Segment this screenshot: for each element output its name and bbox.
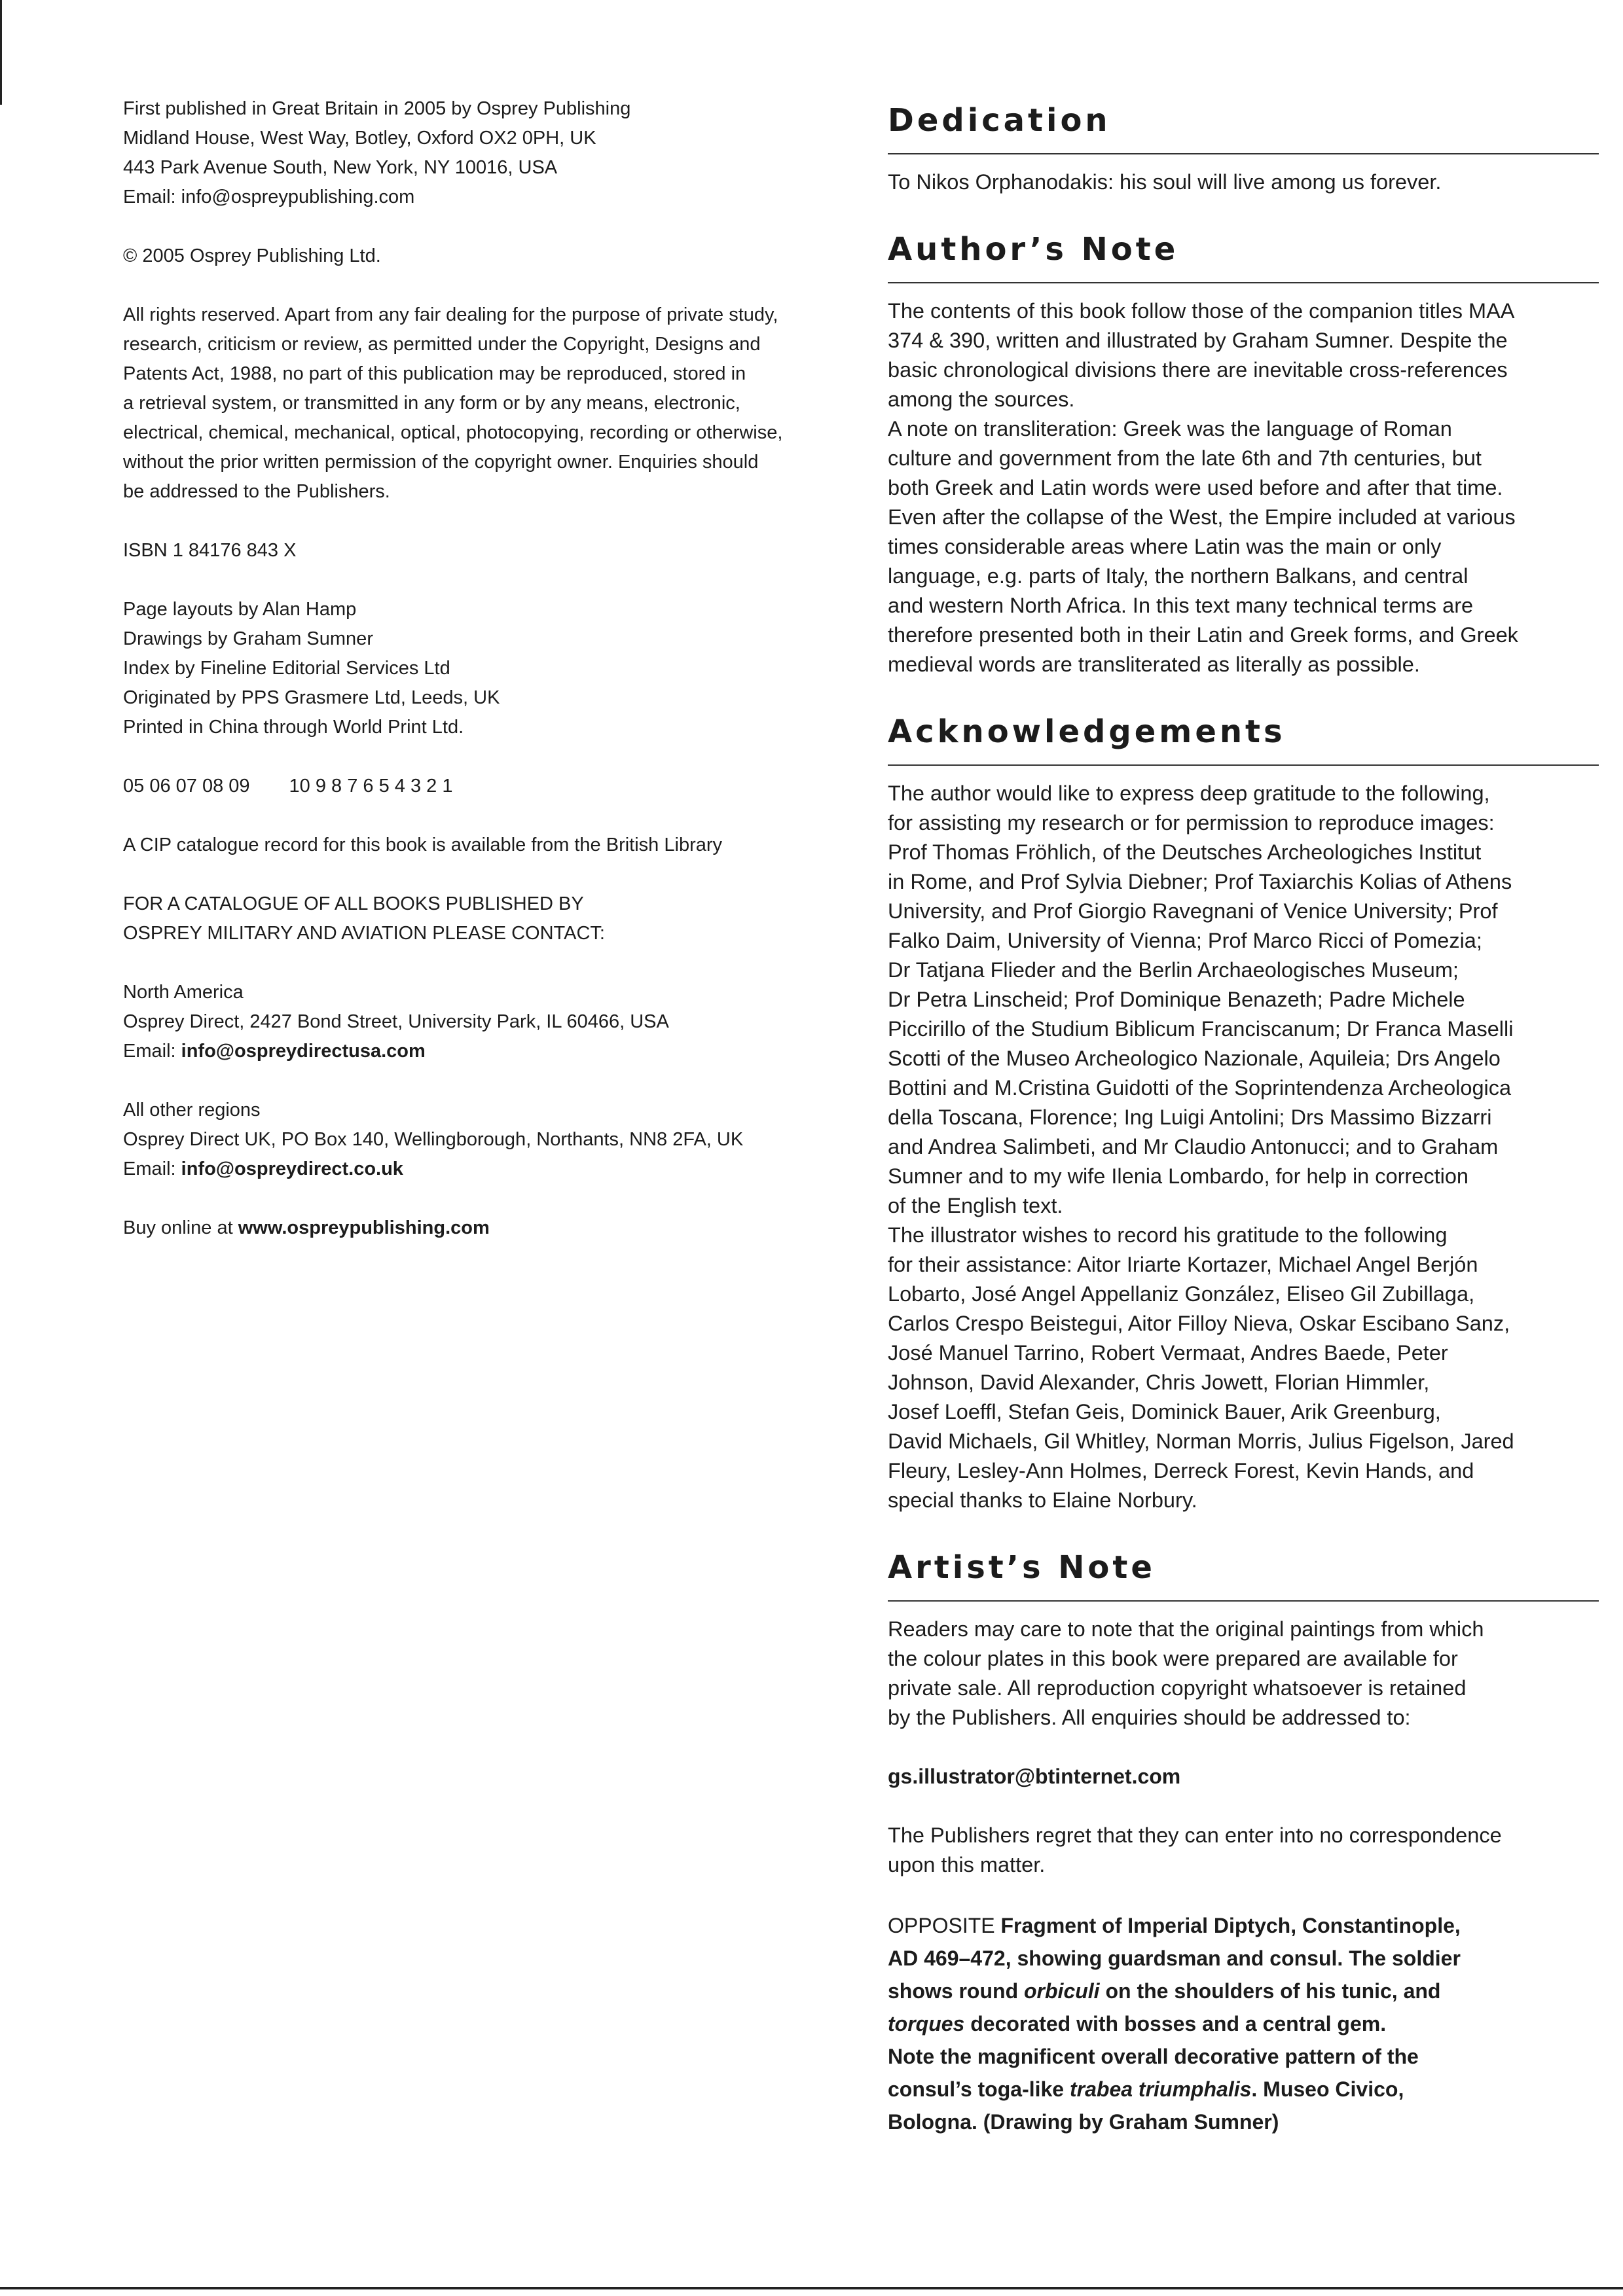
print-years: 05 06 07 08 09 <box>123 776 250 797</box>
caption-text: Fragment of Imperial Diptych, Constantinople, <box>1000 1914 1461 1937</box>
caption-text: decorated with bosses and a central gem. <box>964 2012 1387 2036</box>
buy-online-line <box>123 1213 856 1243</box>
text-line: Readers may care to note that the original paintings from which <box>888 1617 1484 1641</box>
acknowledgements-section <box>888 708 1599 1515</box>
text-line: della Toscana, Florence; Ing Luigi Antolini; Drs Massimo Bizzarri <box>888 1105 1492 1129</box>
text-line: José Manuel Tarrino, Robert Vermaat, Andres Baede, Peter <box>888 1341 1448 1365</box>
caption-line <box>888 1909 1599 1942</box>
text-line: among the sources. <box>888 387 1075 411</box>
text-line: Fleury, Lesley-Ann Holmes, Derreck Forest, Kevin Hands, and <box>888 1459 1474 1482</box>
text-line: of the English text. <box>888 1194 1063 1217</box>
rights-line: be addressed to the Publishers. <box>123 481 390 502</box>
text-line: times considerable areas where Latin was the main or only <box>888 535 1442 558</box>
opposite-caption <box>888 1909 1599 2138</box>
text-line: The illustrator wishes to record his gratitude to the following <box>888 1223 1448 1247</box>
scan-edge-left <box>0 0 2 105</box>
acknowledgements-title: Acknowledgements <box>888 713 1286 750</box>
text-line: by the Publishers. All enquiries should be addressed to: <box>888 1706 1411 1729</box>
text-line: University, and Prof Giorgio Ravegnani of Venice University; Prof <box>888 899 1498 923</box>
artists-note-body <box>888 1615 1599 1909</box>
cip-record: A CIP catalogue record for this book is available from the British Library <box>123 834 723 855</box>
text-line: both Greek and Latin words were used before and after that time. <box>888 476 1503 499</box>
publisher-email: Email: info@ospreypublishing.com <box>123 187 415 207</box>
authors-note-title: Author’s Note <box>888 231 1179 268</box>
catalogue-line: OSPREY MILITARY AND AVIATION PLEASE CONTACT: <box>123 923 605 944</box>
dedication-title: Dedication <box>888 102 1111 139</box>
caption-text: on the shoulders of his tunic, and <box>1099 1979 1441 2003</box>
caption-label: OPPOSITE <box>888 1914 1001 1937</box>
publisher-info <box>123 94 856 212</box>
imprint-column <box>123 94 856 1272</box>
catalogue-line: FOR A CATALOGUE OF ALL BOOKS PUBLISHED BY <box>123 893 584 914</box>
email-label: Email: <box>123 1158 181 1179</box>
text-line: David Michaels, Gil Whitley, Norman Morris, Julius Figelson, Jared <box>888 1429 1514 1453</box>
text-line: and western North Africa. In this text many technical terms are <box>888 594 1474 617</box>
caption-text: . Museo Civico, <box>1251 2077 1404 2101</box>
rights-line: research, criticism or review, as permitted under the Copyright, Designs and <box>123 334 761 355</box>
text-line: Piccirillo of the Studium Biblicum Franciscanum; Dr Franca Maselli <box>888 1017 1514 1041</box>
print-run: 10 9 8 7 6 5 4 3 2 1 <box>289 776 453 797</box>
isbn-block <box>123 536 856 565</box>
text-line: basic chronological divisions there are inevitable cross-references <box>888 358 1508 382</box>
printing-numbers <box>123 772 856 801</box>
text-line: for assisting my research or for permission to reproduce images: <box>888 811 1495 834</box>
text-line: Even after the collapse of the West, the Empire included at various <box>888 505 1516 529</box>
rights-line: Patents Act, 1988, no part of this publication may be reproduced, stored in <box>123 363 746 384</box>
caption-text: consul’s toga-like <box>888 2077 1070 2101</box>
buy-online-label: Buy online at <box>123 1217 238 1238</box>
catalogue-block <box>123 889 856 948</box>
text-line: medieval words are transliterated as literally as possible. <box>888 653 1420 676</box>
region-email-line <box>123 1037 856 1066</box>
section-divider <box>888 153 1599 154</box>
text-line: for their assistance: Aitor Iriarte Kortazer, Michael Angel Berjón <box>888 1253 1478 1276</box>
section-divider <box>888 1600 1599 1602</box>
buy-online-block <box>123 1213 856 1243</box>
caption-line: AD 469–472, showing guardsman and consul. The soldier <box>888 1946 1461 1970</box>
text-line: Johnson, David Alexander, Chris Jowett, Florian Himmler, <box>888 1371 1430 1394</box>
text-line: upon this matter. <box>888 1853 1046 1876</box>
authors-note-section <box>888 226 1599 679</box>
publisher-line: Midland House, West Way, Botley, Oxford OX2 0PH, UK <box>123 128 596 149</box>
credit-line: Drawings by Graham Sumner <box>123 628 373 649</box>
region-email-line <box>123 1155 856 1184</box>
spacer <box>888 1880 1599 1909</box>
credit-line: Index by Fineline Editorial Services Ltd <box>123 658 450 679</box>
publisher-line: First published in Great Britain in 2005 by Osprey Publishing <box>123 98 631 119</box>
region-address: Osprey Direct UK, PO Box 140, Wellingborough, Northants, NN8 2FA, UK <box>123 1129 744 1150</box>
rights-statement <box>123 300 856 507</box>
text-line: the colour plates in this book were prepared are available for <box>888 1647 1458 1670</box>
dedication-section <box>888 97 1599 197</box>
caption-line: Note the magnificent overall decorative pattern of the <box>888 2045 1419 2068</box>
credit-line: Page layouts by Alan Hamp <box>123 599 357 620</box>
region-address: Osprey Direct, 2427 Bond Street, University Park, IL 60466, USA <box>123 1011 669 1032</box>
copyright-notice: © 2005 Osprey Publishing Ltd. <box>123 245 381 266</box>
text-line: Josef Loeffl, Stefan Geis, Dominick Bauer, Arik Greenburg, <box>888 1400 1441 1424</box>
spacer <box>888 1791 1599 1821</box>
caption-line <box>888 1975 1599 2007</box>
text-line: Scotti of the Museo Archeologico Nazionale, Aquileia; Drs Angelo <box>888 1047 1501 1070</box>
caption-italic-term: trabea triumphalis <box>1069 2077 1252 2101</box>
acknowledgements-body <box>888 779 1599 1515</box>
text-line: and Andrea Salimbeti, and Mr Claudio Antonucci; and to Graham <box>888 1135 1499 1158</box>
rights-line: All rights reserved. Apart from any fair dealing for the purpose of private study, <box>123 304 778 325</box>
text-line: Prof Thomas Fröhlich, of the Deutsches Archeologiches Institut <box>888 840 1482 864</box>
text-line: Sumner and to my wife Ilenia Lombardo, for help in correction <box>888 1164 1468 1188</box>
text-line: Carlos Crespo Beistegui, Aitor Filloy Nieva, Oskar Escibano Sanz, <box>888 1312 1510 1335</box>
website-link[interactable]: www.ospreypublishing.com <box>238 1217 490 1238</box>
credit-line: Printed in China through World Print Ltd. <box>123 717 464 738</box>
credits-block <box>123 595 856 742</box>
region-heading: All other regions <box>123 1100 261 1121</box>
region-heading: North America <box>123 982 244 1003</box>
text-line: Bottini and M.Cristina Guidotti of the Soprintendenza Archeologica <box>888 1076 1512 1100</box>
north-america-contact <box>123 978 856 1066</box>
caption-italic-term: orbiculi <box>1024 1979 1100 2003</box>
illustrator-email[interactable]: gs.illustrator@btinternet.com <box>888 1765 1181 1788</box>
caption-line <box>888 2073 1599 2106</box>
caption-text: shows round <box>888 1979 1024 2003</box>
text-line: Falko Daim, University of Vienna; Prof Marco Ricci of Pomezia; <box>888 929 1482 952</box>
text-line: Dr Petra Linscheid; Prof Dominique Benazeth; Padre Michele <box>888 988 1465 1011</box>
section-divider <box>888 282 1599 283</box>
rights-line: electrical, chemical, mechanical, optical, photocopying, recording or otherwise, <box>123 422 783 443</box>
notes-column <box>888 97 1599 2167</box>
authors-note-body <box>888 296 1599 679</box>
caption-line: Bologna. (Drawing by Graham Sumner) <box>888 2110 1279 2134</box>
copyright-block <box>123 242 856 271</box>
text-line: special thanks to Elaine Norbury. <box>888 1488 1197 1512</box>
text-line: The Publishers regret that they can enter into no correspondence <box>888 1823 1502 1847</box>
email-label: Email: <box>123 1041 181 1062</box>
rights-line: a retrieval system, or transmitted in any form or by any means, electronic, <box>123 393 740 414</box>
artists-note-section <box>888 1544 1599 2138</box>
isbn: ISBN 1 84176 843 X <box>123 540 297 561</box>
rights-line: without the prior written permission of the copyright owner. Enquiries should <box>123 452 759 473</box>
section-divider <box>888 764 1599 766</box>
text-line: The author would like to express deep gratitude to the following, <box>888 781 1490 805</box>
email-link[interactable]: info@ospreydirectusa.com <box>181 1041 426 1062</box>
caption-italic-term: torques <box>888 2012 965 2036</box>
cip-block <box>123 831 856 860</box>
spacer <box>888 1732 1599 1762</box>
text-line: language, e.g. parts of Italy, the northern Balkans, and central <box>888 564 1468 588</box>
text-line: therefore presented both in their Latin and Greek forms, and Greek <box>888 623 1518 647</box>
text-line: The contents of this book follow those of the companion titles MAA <box>888 299 1515 323</box>
credit-line: Originated by PPS Grasmere Ltd, Leeds, UK <box>123 687 500 708</box>
scan-edge-bottom <box>0 2287 1623 2289</box>
text-line: private sale. All reproduction copyright whatsoever is retained <box>888 1676 1467 1700</box>
caption-line <box>888 2007 1599 2040</box>
dedication-text: To Nikos Orphanodakis: his soul will live among us forever. <box>888 170 1442 194</box>
text-line: Lobarto, José Angel Appellaniz González, Eliseo Gil Zubillaga, <box>888 1282 1475 1306</box>
text-line: 374 & 390, written and illustrated by Graham Sumner. Despite the <box>888 329 1508 352</box>
text-line: A note on transliteration: Greek was the language of Roman <box>888 417 1452 440</box>
text-line: culture and government from the late 6th and 7th centuries, but <box>888 446 1482 470</box>
text-line: Dr Tatjana Flieder and the Berlin Archaeologisches Museum; <box>888 958 1459 982</box>
text-line: in Rome, and Prof Sylvia Diebner; Prof Taxiarchis Kolias of Athens <box>888 870 1512 893</box>
publisher-line: 443 Park Avenue South, New York, NY 10016, USA <box>123 157 558 178</box>
other-regions-contact <box>123 1096 856 1184</box>
email-link[interactable]: info@ospreydirect.co.uk <box>181 1158 403 1179</box>
artists-note-title: Artist’s Note <box>888 1549 1156 1586</box>
